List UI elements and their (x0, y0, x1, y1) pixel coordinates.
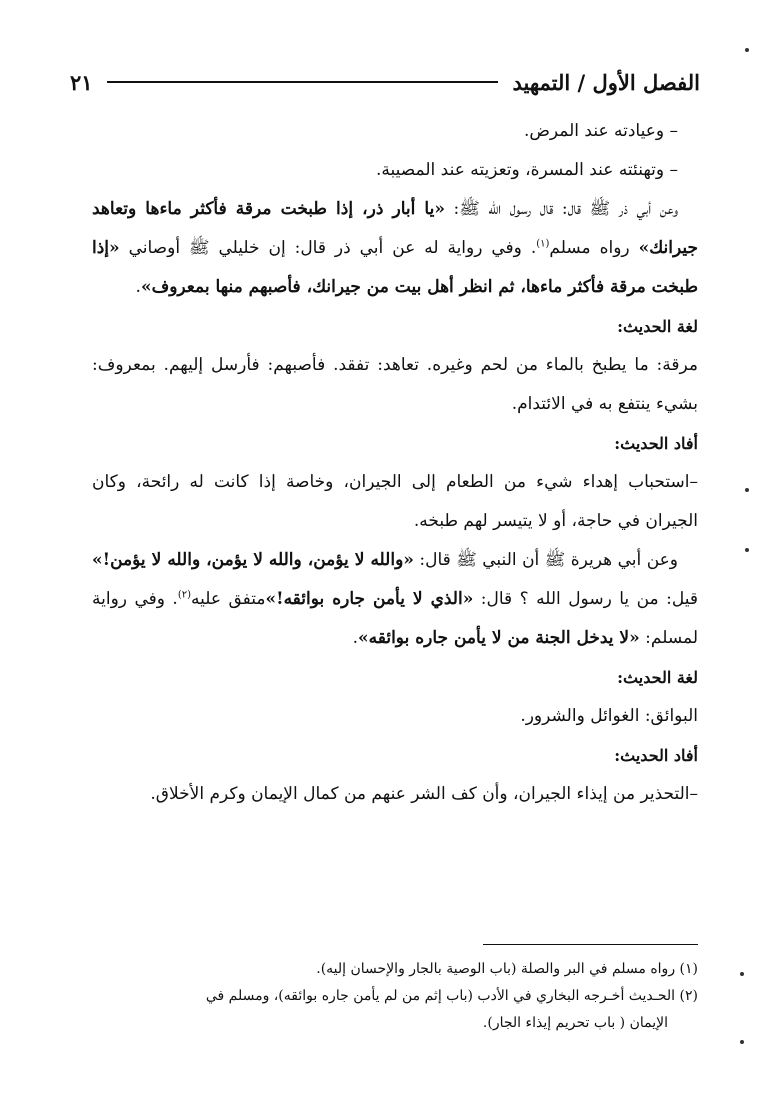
hadith-quote: «الذي لا يأمن جاره بوائقه!» (265, 589, 474, 609)
footnote: (١) رواه مسلم في البر والصلة (باب الوصية بالجار والإحسان إليه). (316, 961, 698, 977)
margin-mark (745, 548, 749, 552)
footnote-ref: (١) (536, 238, 550, 250)
text-segment: وعن أبي هريرة ﷺ أن النبي ﷺ قال: (413, 550, 678, 570)
footnote-rule (483, 944, 698, 945)
page-body (92, 112, 698, 814)
lexicon-text: مرقة: ما يطبخ بالماء من لحم وغيره. تعاهد: تفقد. فأصبهم: فأرسل إليهم. بمعروف: بشيء ينتفع به في الائتدام. (92, 355, 698, 414)
text-segment: . (352, 628, 359, 648)
margin-mark (745, 488, 749, 492)
footnote-continuation: الإيمان ( باب تحريم إيذاء الجار). (482, 1015, 668, 1031)
section-label: أفاد الحديث: (614, 434, 698, 453)
footnote: (٢) الحـديث أخـرجه البخاري في الأدب (باب إثم من لم يأمن جاره بوائقه)، ومسلم في (205, 988, 698, 1004)
text-segment: . وفي رواية له عن أبي ذر قال: إن خليلي ﷺ أوصاني (119, 238, 537, 258)
chapter-title: الفصل الأول / التمهيد (512, 69, 700, 95)
text-segment: متفق عليه (191, 589, 266, 609)
section-label: لغة الحديث: (617, 317, 698, 336)
footnotes (92, 956, 698, 1037)
hadith-paragraph-2 (92, 541, 698, 658)
header-rule (107, 81, 499, 83)
page-number: ٢١ (70, 69, 93, 95)
lexicon-text: البوائق: الغوائل والشرور. (520, 706, 698, 726)
text-segment: رواه مسلم (549, 238, 639, 258)
text-segment: وعن أبي ذر ﷺ قال: قال رسول الله ﷺ: (444, 199, 679, 219)
hadith-quote: «والله لا يؤمن، والله لا يؤمن، والله لا يؤمن!» (92, 550, 414, 570)
section-label: لغة الحديث: (617, 668, 698, 687)
hadith-quote: «لا يدخل الجنة من لا يأمن جاره بوائقه» (358, 628, 640, 648)
margin-mark (740, 972, 744, 976)
hadith-quote: «إذا طبخت مرقة فأكثر ماءها، ثم انظر أهل بيت من جيرانك، فأصبهم منها بمعروف» (92, 238, 698, 297)
margin-mark (745, 48, 749, 52)
text-segment: . (135, 277, 141, 297)
hadith-quote: «يا أبار ذر، إذا طبخت مرقة فأكثر ماءها وتعاهد جيرانك» (92, 199, 698, 258)
section-label: أفاد الحديث: (614, 746, 698, 765)
benefit-text: –استحباب إهداء شيء من الطعام إلى الجيران، وخاصة إذا كانت له رائحة، وكان الجيران في حاجة، أو لا يتيسر لهم طبخه. (92, 472, 698, 531)
text-segment: . وفي رواية لمسلم: (92, 589, 698, 648)
hadith-paragraph-1 (92, 190, 698, 307)
margin-mark (740, 1040, 744, 1044)
footnote-ref: (٢) (177, 589, 191, 601)
text-segment: قيل: من يا رسول الله ؟ قال: (473, 589, 698, 609)
list-item: – وعيادته عند المرض. (523, 121, 678, 141)
list-item: – وتهنئته عند المسرة، وتعزيته عند المصيبة. (375, 160, 678, 180)
benefit-text: –التحذير من إيذاء الجيران، وأن كف الشر عنهم من كمال الإيمان وكرم الأخلاق. (150, 784, 698, 804)
page-header (70, 64, 700, 100)
